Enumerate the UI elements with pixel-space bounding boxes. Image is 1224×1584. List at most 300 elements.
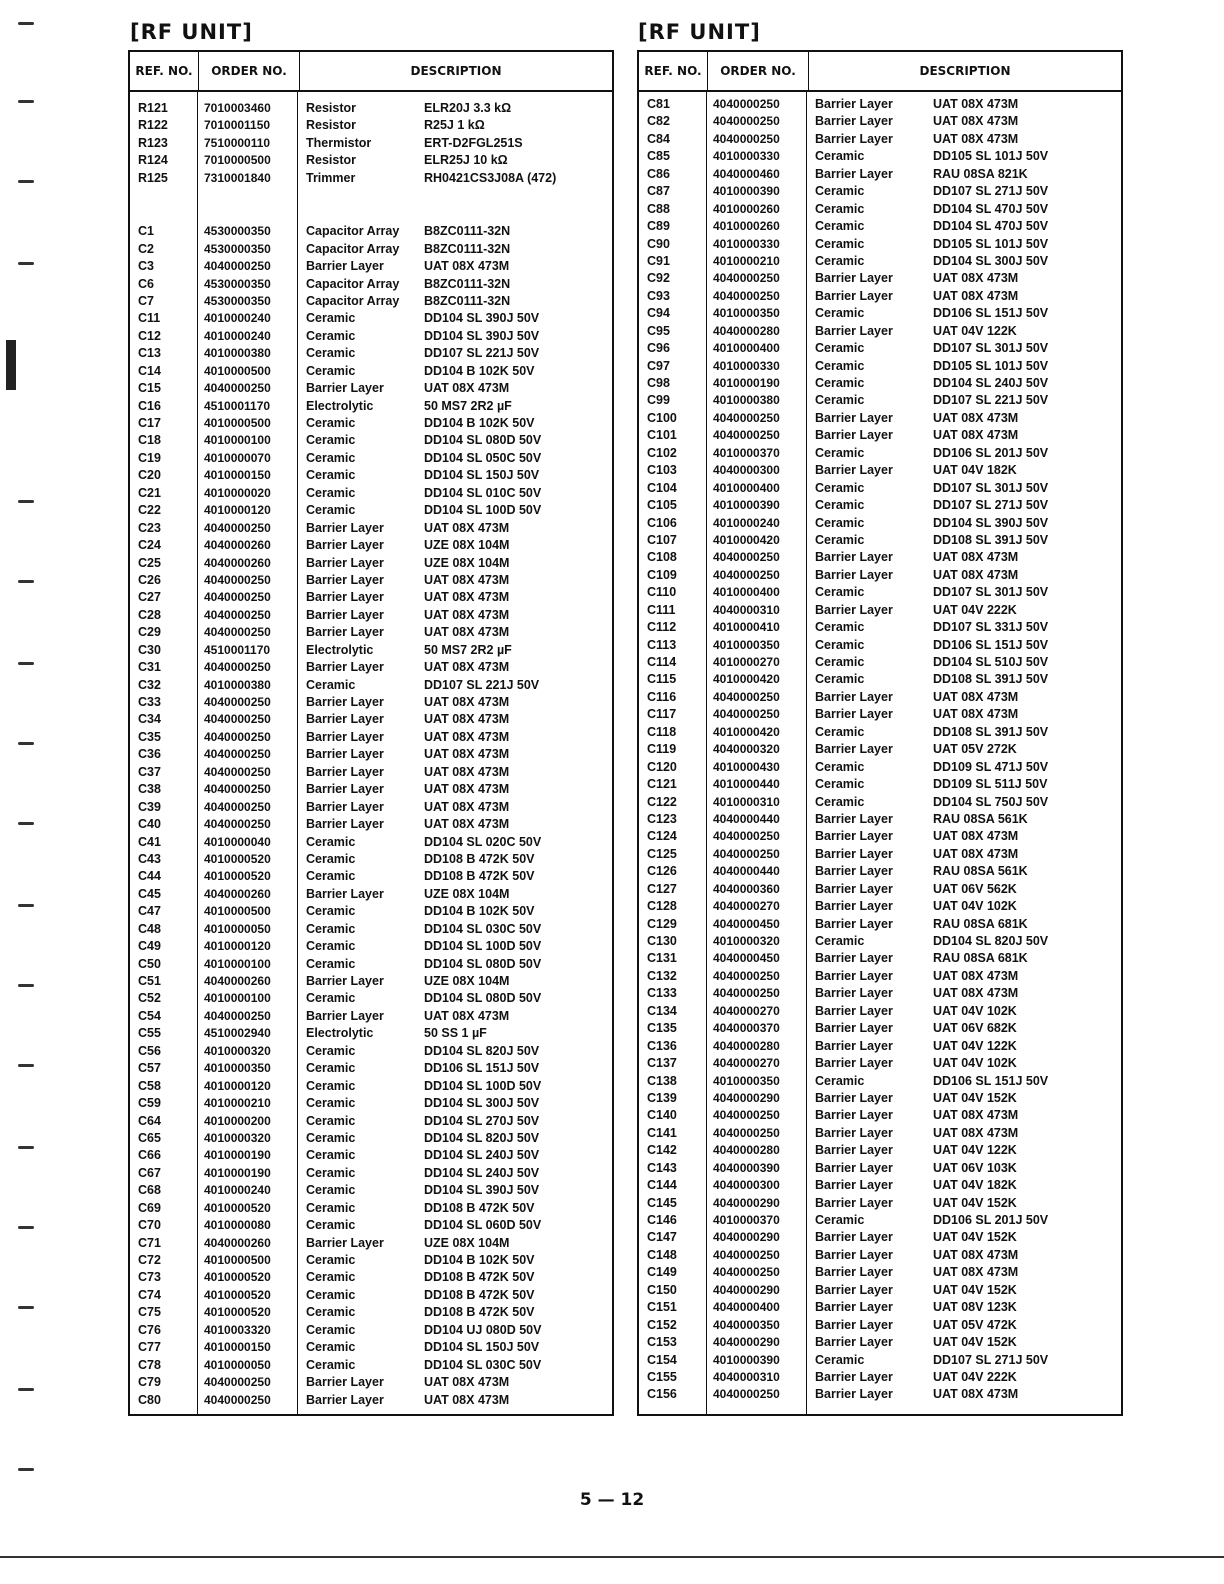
part-type: Barrier Layer	[815, 1108, 893, 1123]
part-spec: UZE 08X 104M	[424, 538, 510, 553]
part-spec: UAT 08X 473M	[933, 567, 1019, 582]
order-no: 4040000250	[713, 550, 780, 565]
order-column	[198, 92, 298, 1416]
order-no: 4040000250	[204, 590, 271, 605]
part-type: Ceramic	[306, 503, 356, 518]
ref-no: C58	[138, 1078, 161, 1093]
description	[298, 1322, 612, 1339]
ref-no: C125	[647, 846, 677, 861]
part-spec: DD107 SL 331J 50V	[933, 620, 1049, 635]
part-type: Ceramic	[306, 1322, 356, 1337]
part-type: Ceramic	[815, 393, 865, 408]
part-spec: UAT 08X 473M	[933, 689, 1019, 704]
part-spec: DD106 SL 151J 50V	[933, 637, 1049, 652]
ref-no: C126	[647, 864, 677, 879]
order-no: 4010000320	[204, 1043, 271, 1058]
description	[807, 1142, 1121, 1159]
ref-no: C92	[647, 271, 670, 286]
ref-no: C65	[138, 1130, 161, 1145]
description	[807, 794, 1121, 811]
part-spec: UAT 08X 473M	[933, 1247, 1019, 1262]
description	[298, 938, 612, 955]
ref-no: C102	[647, 445, 677, 460]
ref-no: C37	[138, 764, 161, 779]
ref-no: C106	[647, 515, 677, 530]
order-no: 4040000290	[713, 1230, 780, 1245]
order-no: 4010000310	[713, 794, 780, 809]
part-type: Barrier Layer	[306, 1008, 384, 1023]
part-type: Capacitor Array	[306, 293, 400, 308]
part-type: Ceramic	[815, 358, 865, 373]
part-spec: DD104 SL 820J 50V	[424, 1043, 540, 1058]
description	[298, 607, 612, 624]
part-type: Barrier Layer	[815, 951, 893, 966]
description	[298, 1043, 612, 1060]
description	[807, 183, 1121, 200]
part-type: Barrier Layer	[815, 1125, 893, 1140]
description	[298, 642, 612, 659]
ref-no: C84	[647, 131, 670, 146]
ref-no: C100	[647, 410, 677, 425]
part-spec: UAT 08X 473M	[424, 747, 510, 762]
description	[298, 1008, 612, 1025]
ref-no: C136	[647, 1038, 677, 1053]
description	[298, 1182, 612, 1199]
part-type: Ceramic	[306, 1061, 356, 1076]
part-spec: RAU 08SA 561K	[933, 864, 1028, 879]
part-type: Ceramic	[815, 672, 865, 687]
binder-mark	[18, 100, 34, 103]
part-type: Ceramic	[306, 1340, 356, 1355]
part-spec: UAT 08X 473M	[933, 131, 1019, 146]
binder-mark	[18, 1226, 34, 1229]
order-no: 4010000260	[713, 219, 780, 234]
description	[298, 973, 612, 990]
binder-mark	[18, 22, 34, 25]
part-type: Barrier Layer	[306, 381, 384, 396]
part-spec: DD104 SL 300J 50V	[933, 253, 1049, 268]
part-type: Barrier Layer	[815, 1387, 893, 1402]
part-spec: UAT 08X 473M	[933, 1125, 1019, 1140]
part-spec: DD109 SL 471J 50V	[933, 759, 1049, 774]
order-no: 4040000290	[713, 1335, 780, 1350]
ref-no: C11	[138, 311, 161, 326]
part-spec: ELR25J 10 kΩ	[424, 153, 508, 168]
order-no: 4040000310	[713, 1369, 780, 1384]
part-spec: DD104 SL 060D 50V	[424, 1218, 542, 1233]
description	[807, 881, 1121, 898]
page-number: 5 — 12	[579, 1490, 645, 1510]
part-spec: DD104 SL 240J 50V	[933, 376, 1049, 390]
description	[298, 799, 612, 816]
ref-no: C47	[138, 904, 161, 919]
ref-no: C26	[138, 572, 161, 587]
description	[807, 1055, 1121, 1072]
part-spec: DD107 SL 271J 50V	[933, 1352, 1049, 1367]
description	[807, 532, 1121, 549]
ref-no: C129	[647, 916, 677, 931]
description	[298, 363, 612, 380]
ref-no: C107	[647, 532, 677, 547]
part-type: Ceramic	[815, 724, 865, 739]
order-no: 4040000250	[204, 660, 271, 675]
part-type: Barrier Layer	[815, 166, 893, 181]
table-body	[639, 92, 1121, 1416]
part-type: Barrier Layer	[815, 1247, 893, 1262]
description	[298, 921, 612, 938]
order-no: 4510001170	[204, 398, 271, 413]
order-no: 4040000270	[713, 1003, 780, 1018]
part-spec: DD104 SL 390J 50V	[424, 311, 540, 326]
order-no: 4040000250	[713, 986, 780, 1001]
ref-no: C69	[138, 1200, 161, 1215]
part-type: Resistor	[306, 118, 357, 133]
part-spec: UAT 08X 473M	[424, 817, 510, 832]
description	[298, 152, 612, 169]
description	[807, 1229, 1121, 1246]
ref-no: C89	[647, 219, 670, 234]
order-no: 7310001840	[204, 170, 271, 185]
description	[807, 166, 1121, 183]
part-type: Barrier Layer	[815, 463, 893, 478]
parts-table-right	[637, 50, 1123, 1416]
ref-no: C133	[647, 986, 677, 1001]
order-no: 4040000250	[204, 520, 271, 535]
order-no: 4010000070	[204, 450, 271, 465]
description	[807, 113, 1121, 130]
ref-no: C16	[138, 398, 161, 413]
order-no: 4040000460	[713, 166, 780, 181]
part-spec: UAT 08X 473M	[933, 986, 1019, 1001]
part-type: Ceramic	[306, 485, 356, 500]
part-type: Ceramic	[306, 328, 356, 343]
ref-no: C105	[647, 498, 677, 513]
ref-no: C108	[647, 550, 677, 565]
description	[807, 1264, 1121, 1281]
ref-no: C80	[138, 1392, 161, 1407]
ref-no: C103	[647, 463, 677, 478]
ref-no: C140	[647, 1108, 677, 1123]
part-type: Barrier Layer	[815, 1090, 893, 1105]
part-type: Barrier Layer	[815, 1230, 893, 1245]
part-type: Ceramic	[306, 904, 356, 919]
description	[807, 1386, 1121, 1403]
description	[807, 549, 1121, 566]
description	[298, 1200, 612, 1217]
order-no: 4010000430	[713, 759, 780, 774]
part-spec: UAT 08X 473M	[424, 712, 510, 727]
part-type: Barrier Layer	[815, 1335, 893, 1350]
ref-no: C21	[138, 485, 161, 500]
description	[298, 1113, 612, 1130]
part-spec: UAT 08X 473M	[933, 410, 1019, 425]
description	[298, 956, 612, 973]
description	[807, 584, 1121, 601]
ref-no: C141	[647, 1125, 677, 1140]
description	[298, 659, 612, 676]
ref-no: C20	[138, 468, 161, 483]
order-no: 4010000330	[713, 358, 780, 373]
part-type: Barrier Layer	[306, 1392, 384, 1407]
part-spec: DD104 SL 080D 50V	[424, 433, 542, 448]
ref-no: C7	[138, 293, 154, 308]
description	[298, 170, 612, 187]
col-header-description: DESCRIPTION	[410, 64, 502, 78]
part-type: Ceramic	[306, 834, 356, 849]
order-no: 4040000250	[713, 271, 780, 286]
part-spec: DD104 SL 080D 50V	[424, 956, 542, 971]
ref-no: C121	[647, 777, 677, 792]
ref-no: C152	[647, 1317, 677, 1332]
part-type: Ceramic	[306, 433, 356, 448]
description	[298, 711, 612, 728]
description	[298, 834, 612, 851]
part-spec: UAT 04V 152K	[933, 1090, 1017, 1105]
part-type: Ceramic	[306, 1357, 356, 1372]
part-spec: DD107 SL 221J 50V	[424, 677, 540, 692]
ref-no: C32	[138, 677, 161, 692]
part-spec: DD104 SL 150J 50V	[424, 1340, 540, 1355]
part-type: Barrier Layer	[815, 1021, 893, 1036]
description	[807, 759, 1121, 776]
order-no: 4010000520	[204, 851, 271, 866]
ref-no: C86	[647, 166, 670, 181]
part-type: Ceramic	[306, 363, 356, 378]
ref-no: C68	[138, 1183, 161, 1198]
binder-mark	[18, 180, 34, 183]
part-type: Ceramic	[306, 956, 356, 971]
binder-mark	[18, 262, 34, 265]
description	[298, 1287, 612, 1304]
part-spec: DD104 SL 080D 50V	[424, 991, 542, 1006]
part-type: Ceramic	[306, 1218, 356, 1233]
part-type: Barrier Layer	[815, 968, 893, 983]
part-type: Ceramic	[306, 991, 356, 1006]
description-column	[298, 92, 612, 1416]
description	[298, 520, 612, 537]
ref-no: C70	[138, 1218, 161, 1233]
description	[298, 886, 612, 903]
order-no: 4040000310	[713, 602, 780, 617]
part-spec: DD108 SL 391J 50V	[933, 724, 1049, 739]
part-type: Ceramic	[815, 1213, 865, 1227]
ref-no: C122	[647, 794, 677, 809]
ref-no: C24	[138, 538, 161, 553]
part-type: Ceramic	[306, 1165, 356, 1180]
ref-no: C81	[647, 97, 670, 111]
part-type: Ceramic	[815, 253, 865, 268]
order-no: 4040000250	[204, 607, 271, 622]
order-no: 4010000500	[204, 416, 271, 430]
description	[298, 1060, 612, 1077]
order-no: 4010000100	[204, 991, 271, 1006]
description	[807, 1369, 1121, 1386]
part-spec: DD104 SL 750J 50V	[933, 794, 1049, 809]
description	[298, 1392, 612, 1409]
part-spec: DD104 SL 020C 50V	[424, 834, 542, 849]
ref-no: C39	[138, 799, 161, 814]
ref-no: R124	[138, 153, 168, 168]
part-type: Barrier Layer	[815, 567, 893, 582]
description	[298, 276, 612, 293]
part-type: Resistor	[306, 101, 357, 115]
part-type: Barrier Layer	[815, 114, 893, 129]
part-spec: DD109 SL 511J 50V	[933, 777, 1048, 792]
part-spec: DD104 SL 820J 50V	[424, 1130, 540, 1145]
ref-no: C138	[647, 1073, 677, 1088]
ref-no: C146	[647, 1213, 677, 1227]
part-type: Barrier Layer	[306, 747, 384, 762]
ref-no: C13	[138, 346, 161, 361]
ref-no: C36	[138, 747, 161, 762]
part-spec: UAT 08X 473M	[424, 381, 510, 396]
ref-no: C17	[138, 416, 161, 430]
ref-no: C85	[647, 149, 670, 164]
part-spec: DD107 SL 301J 50V	[933, 480, 1049, 495]
order-no: 4010000390	[713, 184, 780, 199]
part-spec: UAT 06V 562K	[933, 881, 1017, 896]
ref-no: C130	[647, 934, 677, 948]
ref-no: C41	[138, 834, 161, 849]
part-type: Barrier Layer	[815, 1056, 893, 1071]
binder-mark	[18, 1306, 34, 1309]
ref-no: C31	[138, 660, 161, 675]
part-type: Electrolytic	[306, 642, 374, 657]
description	[298, 1095, 612, 1112]
description	[807, 898, 1121, 915]
ref-no: C33	[138, 695, 161, 709]
description	[298, 432, 612, 449]
description	[807, 340, 1121, 357]
order-no: 4040000250	[204, 712, 271, 727]
part-type: Ceramic	[306, 921, 356, 936]
part-spec: UAT 08X 473M	[424, 1375, 510, 1390]
part-type: Ceramic	[306, 1305, 356, 1320]
part-type: Ceramic	[815, 934, 865, 948]
description	[807, 1090, 1121, 1107]
part-type: Ceramic	[815, 184, 865, 199]
col-header-order: ORDER NO.	[708, 52, 809, 90]
description	[807, 724, 1121, 741]
description	[298, 467, 612, 484]
order-no: 4040000390	[713, 1160, 780, 1175]
part-type: Barrier Layer	[815, 428, 893, 443]
part-type: Ceramic	[306, 1270, 356, 1285]
part-type: Barrier Layer	[815, 1369, 893, 1384]
col-header-order: ORDER NO.	[199, 52, 300, 90]
part-spec: DD107 SL 221J 50V	[933, 393, 1049, 408]
ref-no: C151	[647, 1300, 677, 1315]
ref-no: C66	[138, 1148, 161, 1163]
ref-no: C29	[138, 625, 161, 640]
part-type: Barrier Layer	[815, 1178, 893, 1193]
part-spec: DD104 SL 470J 50V	[933, 201, 1049, 216]
part-spec: DD104 B 102K 50V	[424, 1253, 535, 1267]
order-no: 4010000400	[713, 341, 780, 356]
order-no: 4010000210	[713, 253, 780, 268]
ref-no: C153	[647, 1335, 677, 1350]
ref-no: R123	[138, 135, 168, 150]
description	[298, 1269, 612, 1286]
part-type: Ceramic	[306, 450, 356, 465]
part-spec: DD106 SL 201J 50V	[933, 445, 1049, 460]
part-type: Barrier Layer	[306, 607, 384, 622]
part-type: Barrier Layer	[306, 712, 384, 727]
description	[298, 1147, 612, 1164]
order-no: 4010000350	[713, 1073, 780, 1088]
order-no: 4010000260	[713, 201, 780, 216]
order-no: 4040000250	[713, 1125, 780, 1140]
part-spec: UAT 08X 473M	[424, 520, 510, 535]
part-type: Barrier Layer	[815, 742, 893, 757]
part-spec: DD104 SL 050C 50V	[424, 450, 542, 465]
part-spec: DD104 B 102K 50V	[424, 363, 535, 378]
ref-no: C6	[138, 276, 154, 291]
order-no: 4040000250	[204, 764, 271, 779]
part-spec: DD104 SL 820J 50V	[933, 934, 1049, 948]
order-no: 4040000250	[713, 567, 780, 582]
part-type: Barrier Layer	[815, 271, 893, 286]
description	[298, 293, 612, 310]
description	[298, 310, 612, 327]
order-no: 4010000320	[713, 934, 780, 948]
ref-no: C97	[647, 358, 670, 373]
part-type: Electrolytic	[306, 1026, 374, 1041]
part-type: Ceramic	[306, 677, 356, 692]
ref-no: C113	[647, 637, 677, 652]
part-spec: DD108 B 472K 50V	[424, 869, 535, 884]
ref-no: C88	[647, 201, 670, 216]
ref-no: C56	[138, 1043, 161, 1058]
description	[298, 1304, 612, 1321]
order-no: 4040000250	[204, 729, 271, 744]
order-no: 4010000390	[713, 498, 780, 513]
order-no: 4040000250	[204, 625, 271, 640]
part-spec: DD108 B 472K 50V	[424, 1305, 535, 1320]
part-type: Ceramic	[815, 1352, 865, 1367]
binder-mark	[18, 580, 34, 583]
order-no: 4010000240	[713, 515, 780, 530]
part-spec: DD107 SL 271J 50V	[933, 184, 1049, 199]
description	[298, 1357, 612, 1374]
ref-no: C111	[647, 602, 676, 617]
col-header-ref: REF. NO.	[639, 52, 708, 90]
part-spec: UAT 08X 473M	[933, 428, 1019, 443]
order-no: 4040000280	[713, 1038, 780, 1053]
description	[807, 218, 1121, 235]
ref-no: C48	[138, 921, 161, 936]
part-spec: UAT 08X 473M	[933, 968, 1019, 983]
ref-no: C137	[647, 1056, 677, 1071]
part-spec: DD106 SL 151J 50V	[933, 306, 1049, 321]
description	[298, 851, 612, 868]
part-type: Barrier Layer	[306, 660, 384, 675]
part-type: Barrier Layer	[306, 555, 384, 570]
order-no: 4010000390	[713, 1352, 780, 1367]
description	[807, 846, 1121, 863]
ref-no: C117	[647, 707, 677, 722]
description	[807, 567, 1121, 584]
part-spec: UAT 04V 152K	[933, 1230, 1017, 1245]
part-spec: RAU 08SA 821K	[933, 166, 1028, 181]
part-spec: UAT 08X 473M	[424, 1008, 510, 1023]
part-type: Barrier Layer	[815, 1265, 893, 1280]
ref-column	[130, 92, 198, 1416]
part-spec: UAT 06V 103K	[933, 1160, 1017, 1175]
order-no: 4040000250	[204, 381, 271, 396]
ref-no: C148	[647, 1247, 677, 1262]
part-spec: DD105 SL 101J 50V	[933, 149, 1049, 164]
